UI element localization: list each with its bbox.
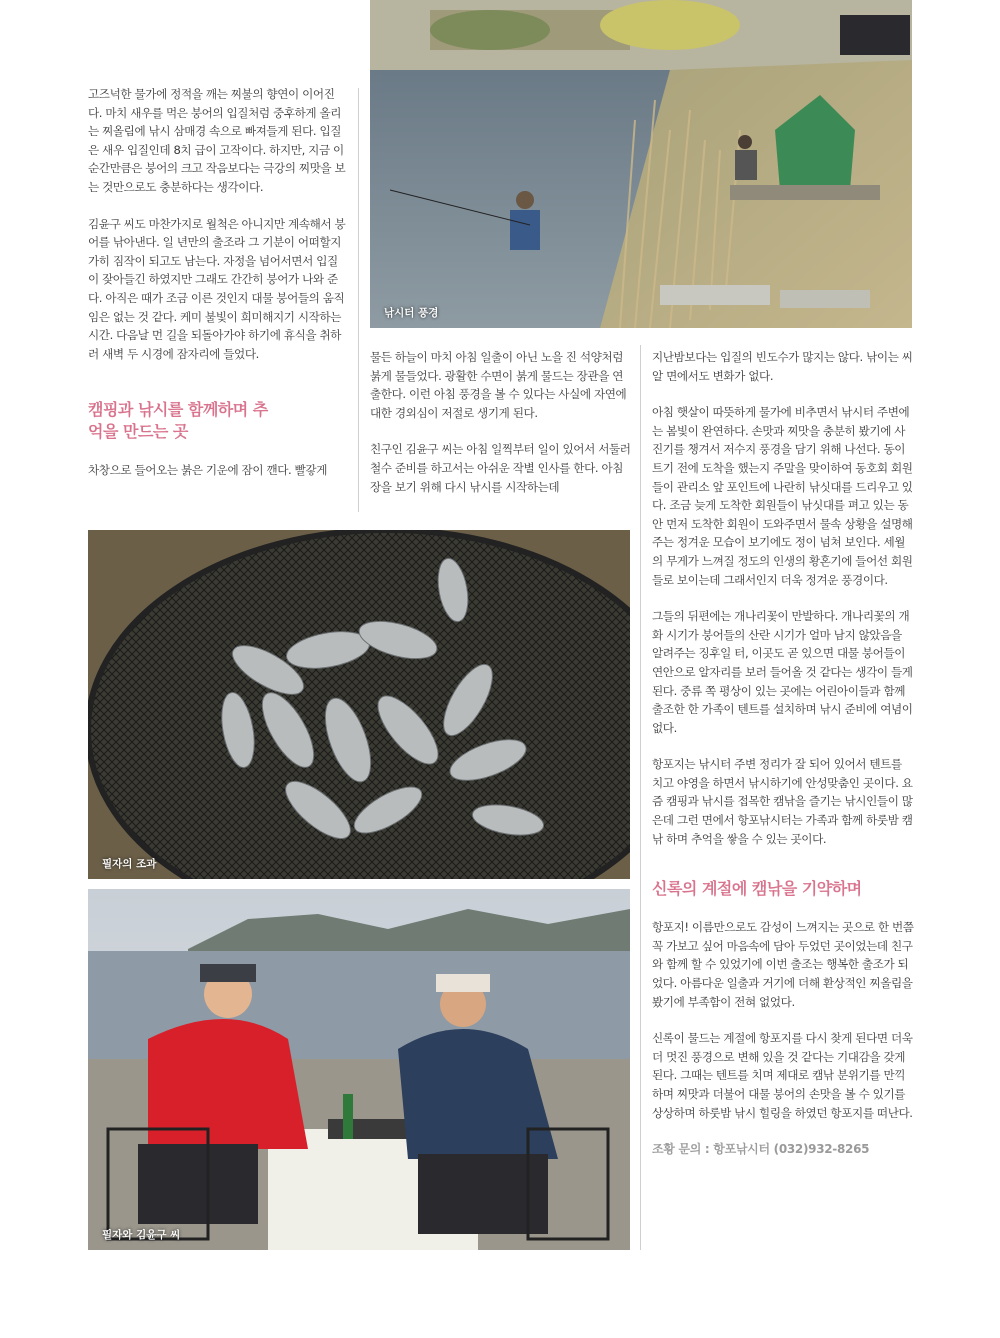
catch-image [88,530,630,879]
photo-caption: 필자와 김윤구 씨 [102,1229,181,1241]
photo-caption: 낚시터 풍경 [384,307,439,319]
paragraph: 아침 햇살이 따뜻하게 물가에 비추면서 낚시터 주변에는 봄빛이 완연하다. 손맛과 찌맛을 충분히 봤기에 사진기를 챙겨서 저수지 풍경을 담기 위해 나선다. 동이 트기 전에 도착을 했는지 주말을 맞이하여 동호회 회원들이 관리소 앞 포인트에 나란히 낚싯대를 드리우고 있다. 조금 늦게 도착한 회원들이 낚싯대를 펴고 있는 동안 먼저 도착한 회원이 도와주면서 물속 상황을 설명해주는 정겨운 모습이 보기에도 정이 넘쳐 보인다. 세월의 무게가 느껴질 정도의 인생의 황혼기에 들어선 회원들로 보이는데 그래서인지 더욱 정겨운 풍경이다. [652,405,913,587]
paragraph: 지난밤보다는 입질의 빈도수가 많지는 않다. 낚이는 씨알 면에서도 변화가 없다. [652,350,913,383]
paragraph: 신록이 물드는 계절에 항포지를 다시 찾게 된다면 더욱더 멋진 풍경으로 변해 있을 것 같다는 기대감을 갖게 된다. 그때는 텐트를 치며 제대로 캠낚 분위기를 만끽하며 찌맛과 더불어 대물 붕어의 손맛을 볼 수 있기를 상상하며 하룻밤 낚시 힐링을 하였던 항포지를 떠난다. [652,1031,913,1120]
author-and-friend-image [88,889,630,1250]
paragraph: 친구인 김윤구 씨는 아침 일찍부터 일이 있어서 서둘러 철수 준비를 하고서는 아쉬운 작별 인사를 한다. 아침장을 보기 위해 다시 낚시를 시작하는데 [370,442,631,494]
paragraph: 항포지는 낚시터 주변 정리가 잘 되어 있어서 텐트를 치고 야영을 하면서 낚시하기에 안성맞춤인 곳이다. 요즘 캠핑과 낚시를 접목한 캠낚을 즐기는 낚시인들이 많은데 그런 면에서 항포낚시터는 가족과 함께 하룻밤 캠낚 하며 추억을 쌓을 수 있는 곳이다. [652,757,913,846]
column-3 [652,348,914,1157]
column-1 [88,85,346,498]
paragraph: 항포지! 이름만으로도 감성이 느껴지는 곳으로 한 번쯤 꼭 가보고 싶어 마음속에 담아 두었던 곳이었는데 친구와 함께 할 수 있었기에 이번 출조는 행복한 출조가 되었다. 아름다운 일출과 거기에 더해 환상적인 찌올림을 봤기에 부족함이 전혀 없었다. [652,920,914,1009]
section-heading-season: 신록의 계절에 캠낚을 기약하며 [652,879,862,899]
photo-fishing-scenery [370,0,912,328]
paragraph: 물든 하늘이 마치 아침 일출이 아닌 노을 진 석양처럼 붉게 물들었다. 광활한 수면이 붉게 물드는 장관을 연출한다. 이런 아침 풍경을 볼 수 있다는 사실에 자연에 대한 경외심이 저절로 생기게 된다. [370,350,627,420]
photo-author-and-friend [88,889,630,1250]
column-divider [640,345,641,1250]
paragraph: 고즈넉한 물가에 정적을 깨는 찌불의 향연이 이어진다. 마치 새우를 먹은 붕어의 입질처럼 중후하게 올리는 찌올림에 낚시 삼매경 속으로 빠져들게 된다. 입질은 새우 입질인데 8치 급이 고작이다. 하지만, 지금 이 순간만큼은 붕어의 크고 작음보다는 극강의 찌맛을 보는 것만으로도 충분하다는 생각이다. [88,87,346,194]
paragraph: 김윤구 씨도 마찬가지로 월척은 아니지만 계속해서 붕어를 낚아낸다. 일 년만의 출조라 그 기분이 어떠할지 가히 짐작이 되고도 남는다. 자정을 넘어서면서 입질이 잦아들긴 하였지만 그래도 간간히 붕어가 나와 준다. 아직은 때가 조금 이른 것인지 대물 붕어들의 움직임은 없는 것 같다. 케미 불빛이 희미해지기 시작하는 시간. 다음날 먼 길을 되돌아가야 하기에 휴식을 취하러 새벽 두 시경에 잠자리에 들었다. [88,216,346,361]
section-heading-camping: 캠핑과 낚시를 함께하며 추억을 만드는 곳 [88,400,268,442]
column-2 [370,348,632,514]
contact-info: 조황 문의 : 항포낚시터 (032)932-8265 [652,1142,870,1157]
paragraph: 차창으로 들어오는 붉은 기운에 잠이 깬다. 빨갛게 [88,463,327,478]
photo-catch [88,530,630,879]
fishing-scenery-image [370,0,912,328]
paragraph: 그들의 뒤편에는 개나리꽃이 만발하다. 개나리꽃의 개화 시기가 붕어들의 산란 시기가 얼마 남지 않았음을 알려주는 징후일 터, 이곳도 곧 있으면 대물 붕어들이 연안으로 알자리를 보러 들어올 것 같다는 생각이 들게 된다. 중류 쪽 평상이 있는 곳에는 어린아이들과 함께 출조한 한 가족이 텐트를 설치하며 낚시 준비에 여념이 없다. [652,609,913,735]
column-divider [358,88,359,512]
photo-caption: 필자의 조과 [102,858,157,870]
